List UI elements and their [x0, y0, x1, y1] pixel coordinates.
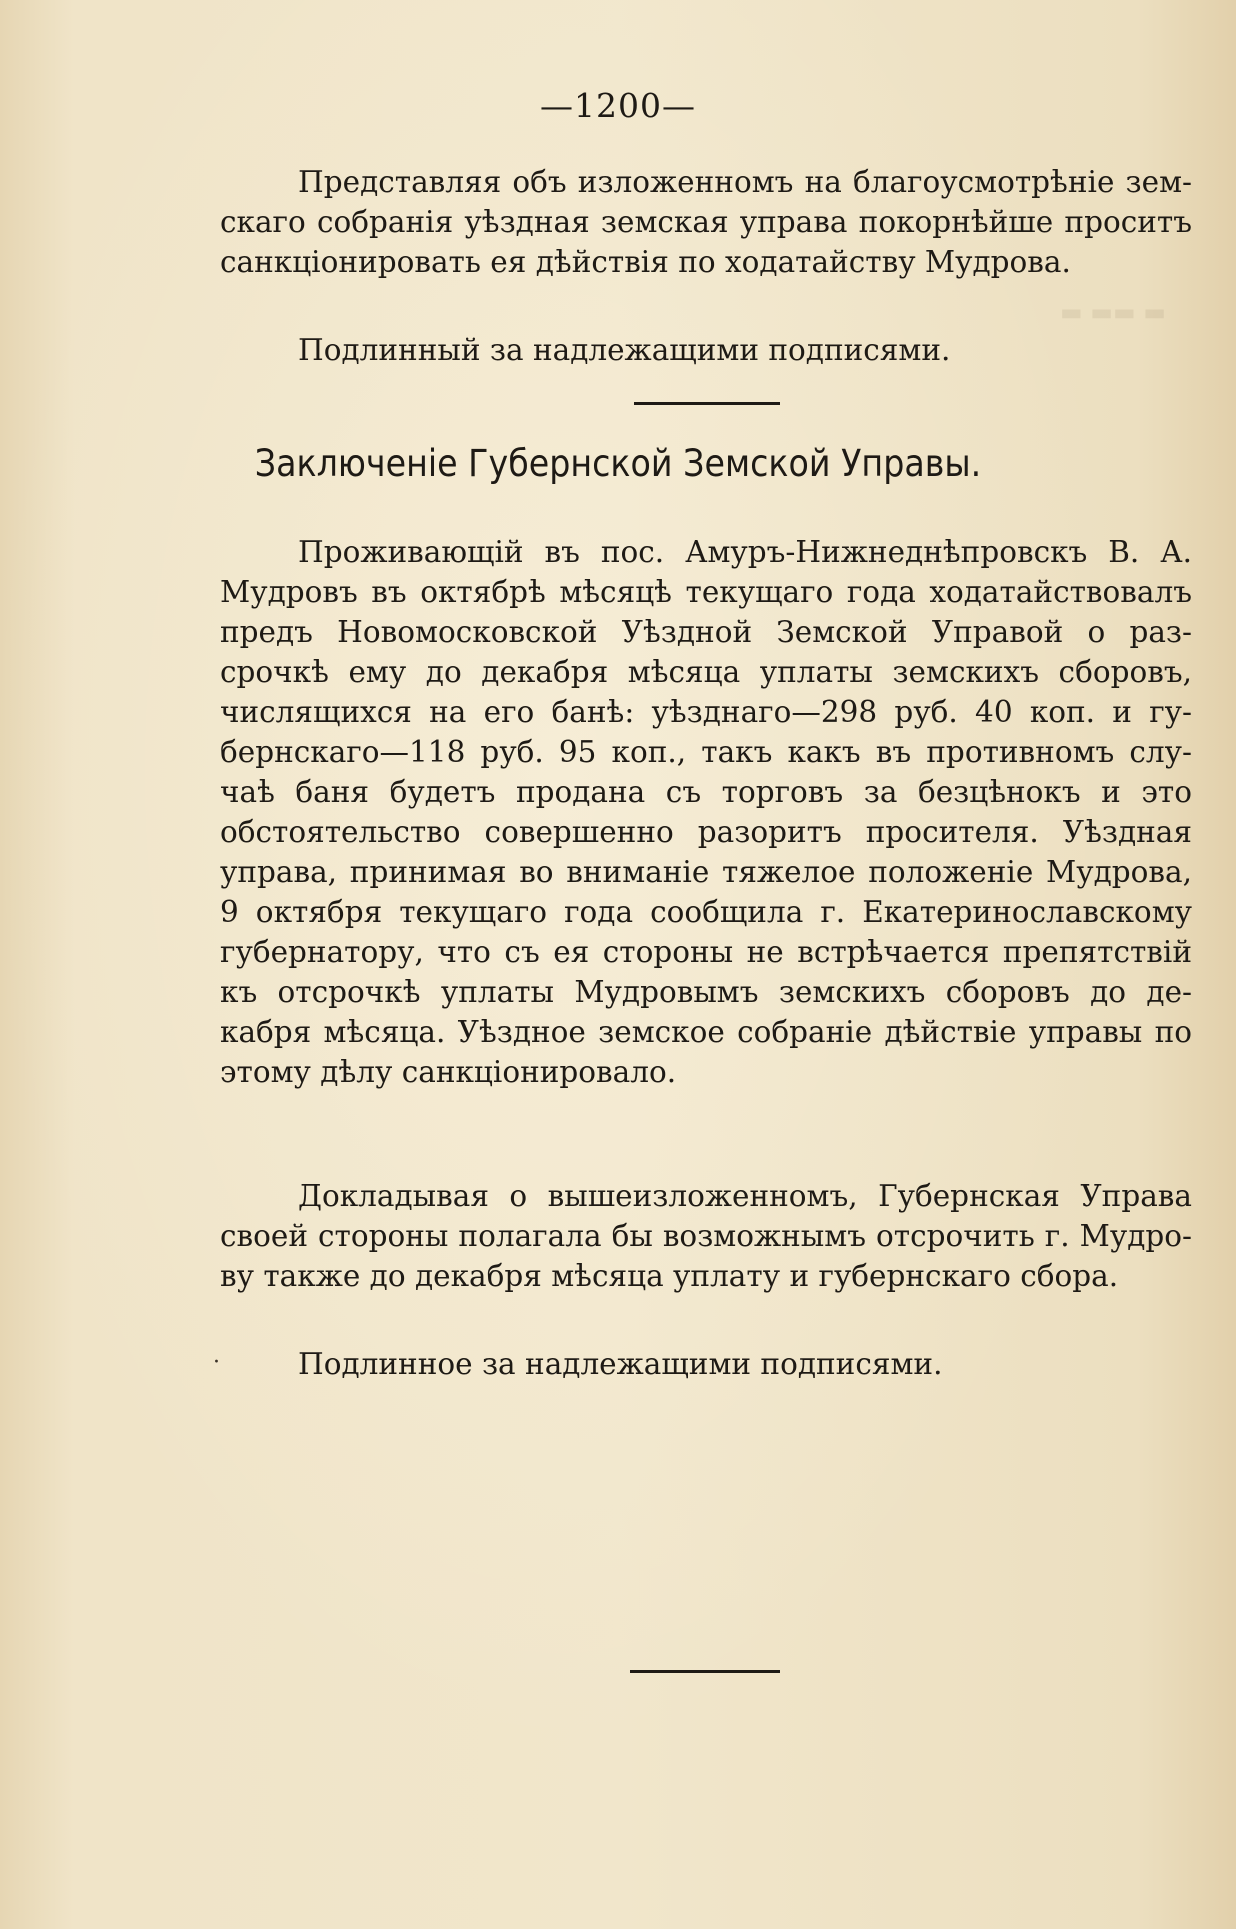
text-line: губернатору, что съ ея стороны не встрѣчается препятствій	[220, 935, 1192, 969]
text-line: санкціонировать ея дѣйствія по ходатайству Мудрова.	[220, 245, 1071, 279]
text-line: этому дѣлу санкціонировало.	[220, 1055, 677, 1089]
signature-note-1: Подлинный за надлежащими подписями.	[298, 333, 951, 367]
paragraph-3	[220, 1176, 1192, 1296]
section-divider	[634, 402, 780, 405]
text-line: срочкѣ ему до декабря мѣсяца уплаты земскихъ сборовъ,	[220, 655, 1192, 689]
page-number: —1200—	[540, 86, 696, 125]
text-line: кабря мѣсяца. Уѣздное земское собраніе дѣйствіе управы по	[220, 1015, 1192, 1049]
text-line: бернскаго—118 руб. 95 коп., такъ какъ въ противномъ слу-	[220, 735, 1192, 769]
end-divider	[630, 1670, 780, 1673]
text-line: ву также до декабря мѣсяца уплату и губернскаго сбора.	[220, 1259, 1119, 1293]
text-line: къ отсрочкѣ уплаты Мудровымъ земскихъ сборовъ до де-	[220, 975, 1192, 1009]
text-line: числящихся на его банѣ: уѣзднаго—298 руб. 40 коп. и гу-	[220, 695, 1192, 729]
text-line: предъ Новомосковской Уѣздной Земской Управой о раз-	[220, 615, 1192, 649]
text-line: скаго собранія уѣздная земская управа покорнѣйше проситъ	[220, 205, 1192, 239]
paragraph-1	[220, 162, 1192, 282]
bleed-through: ▬ ▬▬ ▬	[1060, 298, 1166, 326]
section-heading: Заключеніе Губернской Земской Управы.	[254, 442, 982, 485]
text-line: своей стороны полагала бы возможнымъ отсрочить г. Мудро-	[220, 1219, 1192, 1253]
signature-note-2: Подлинное за надлежащими подписями.	[298, 1347, 943, 1381]
text-line: Проживающій въ пос. Амуръ-Нижнеднѣпровскъ В. А.	[298, 535, 1192, 569]
text-line: управа, принимая во вниманіе тяжелое положеніе Мудрова,	[220, 855, 1192, 889]
text-line: Докладывая о вышеизложенномъ, Губернская Управа	[298, 1179, 1192, 1213]
text-line: Представляя объ изложенномъ на благоусмотрѣніе зем-	[298, 165, 1192, 199]
paragraph-2	[220, 532, 1192, 1092]
ink-dot: ·	[213, 1350, 220, 1375]
text-line: 9 октября текущаго года сообщила г. Екатеринославскому	[220, 895, 1192, 929]
text-line: чаѣ баня будетъ продана съ торговъ за безцѣнокъ и это	[220, 775, 1192, 809]
text-line: Мудровъ въ октябрѣ мѣсяцѣ текущаго года ходатайствовалъ	[220, 575, 1192, 609]
text-line: обстоятельство совершенно разоритъ просителя. Уѣздная	[220, 815, 1192, 849]
